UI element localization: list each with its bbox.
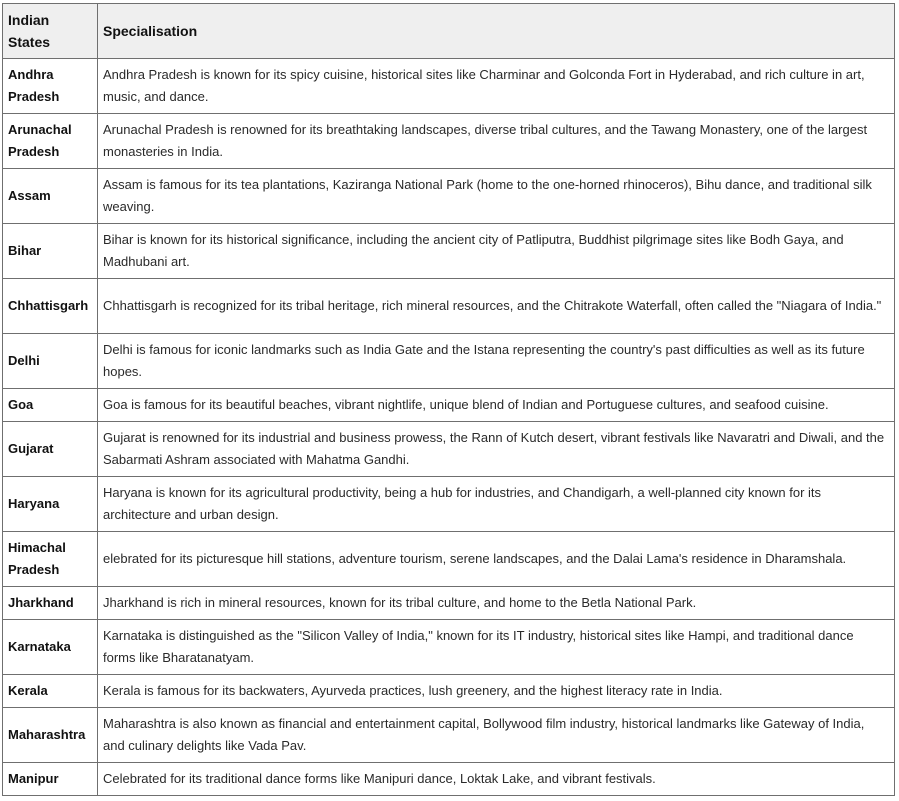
table-row (3, 763, 895, 796)
specialisation-cell: Goa is famous for its beautiful beaches, vibrant nightlife, unique blend of Indian and Portuguese cultures, and seafood cuisine. (98, 389, 895, 422)
states-table (2, 3, 895, 796)
header-indian-states: Indian States (3, 4, 98, 59)
state-cell: Karnataka (3, 620, 98, 675)
specialisation-cell: Kerala is famous for its backwaters, Ayurveda practices, lush greenery, and the highest literacy rate in India. (98, 675, 895, 708)
table-row (3, 389, 895, 422)
table-row (3, 477, 895, 532)
state-cell: Himachal Pradesh (3, 532, 98, 587)
table-row (3, 587, 895, 620)
table-row (3, 708, 895, 763)
state-cell: Arunachal Pradesh (3, 114, 98, 169)
state-cell: Chhattisgarh (3, 279, 98, 334)
specialisation-cell: Assam is famous for its tea plantations, Kaziranga National Park (home to the one-horned rhinoceros), Bihu dance, and traditional silk weaving. (98, 169, 895, 224)
table-row (3, 675, 895, 708)
specialisation-cell: Gujarat is renowned for its industrial and business prowess, the Rann of Kutch desert, vibrant festivals like Navaratri and Diwali, and the Sabarmati Ashram associated with Mahatma Gandhi. (98, 422, 895, 477)
table-row (3, 169, 895, 224)
table-header-row (3, 4, 895, 59)
state-cell: Assam (3, 169, 98, 224)
header-specialisation: Specialisation (98, 4, 895, 59)
state-cell: Gujarat (3, 422, 98, 477)
table-row (3, 114, 895, 169)
specialisation-cell: Maharashtra is also known as financial and entertainment capital, Bollywood film industry, historical landmarks like Gateway of India, and culinary delights like Vada Pav. (98, 708, 895, 763)
specialisation-cell: Andhra Pradesh is known for its spicy cuisine, historical sites like Charminar and Golconda Fort in Hyderabad, and rich culture in art, music, and dance. (98, 59, 895, 114)
state-cell: Delhi (3, 334, 98, 389)
table-row (3, 224, 895, 279)
table-row (3, 422, 895, 477)
specialisation-cell: Haryana is known for its agricultural productivity, being a hub for industries, and Chandigarh, a well-planned city known for its architecture and urban design. (98, 477, 895, 532)
state-cell: Jharkhand (3, 587, 98, 620)
state-cell: Kerala (3, 675, 98, 708)
specialisation-cell: Bihar is known for its historical significance, including the ancient city of Patliputra, Buddhist pilgrimage sites like Bodh Gaya, and Madhubani art. (98, 224, 895, 279)
specialisation-cell: Delhi is famous for iconic landmarks such as India Gate and the Istana representing the country's past difficulties as well as its future hopes. (98, 334, 895, 389)
state-cell: Haryana (3, 477, 98, 532)
state-cell: Maharashtra (3, 708, 98, 763)
specialisation-cell: Celebrated for its traditional dance forms like Manipuri dance, Loktak Lake, and vibrant festivals. (98, 763, 895, 796)
state-cell: Goa (3, 389, 98, 422)
state-cell: Andhra Pradesh (3, 59, 98, 114)
table-row (3, 532, 895, 587)
table-row (3, 279, 895, 334)
state-cell: Bihar (3, 224, 98, 279)
specialisation-cell: Chhattisgarh is recognized for its tribal heritage, rich mineral resources, and the Chitrakote Waterfall, often called the "Niagara of India." (98, 279, 895, 334)
table-row (3, 59, 895, 114)
table-row (3, 620, 895, 675)
specialisation-cell: Arunachal Pradesh is renowned for its breathtaking landscapes, diverse tribal cultures, and the Tawang Monastery, one of the largest monasteries in India. (98, 114, 895, 169)
specialisation-cell: Jharkhand is rich in mineral resources, known for its tribal culture, and home to the Betla National Park. (98, 587, 895, 620)
specialisation-cell: elebrated for its picturesque hill stations, adventure tourism, serene landscapes, and the Dalai Lama's residence in Dharamshala. (98, 532, 895, 587)
state-cell: Manipur (3, 763, 98, 796)
table-row (3, 334, 895, 389)
specialisation-cell: Karnataka is distinguished as the "Silicon Valley of India," known for its IT industry, historical sites like Hampi, and traditional dance forms like Bharatanatyam. (98, 620, 895, 675)
